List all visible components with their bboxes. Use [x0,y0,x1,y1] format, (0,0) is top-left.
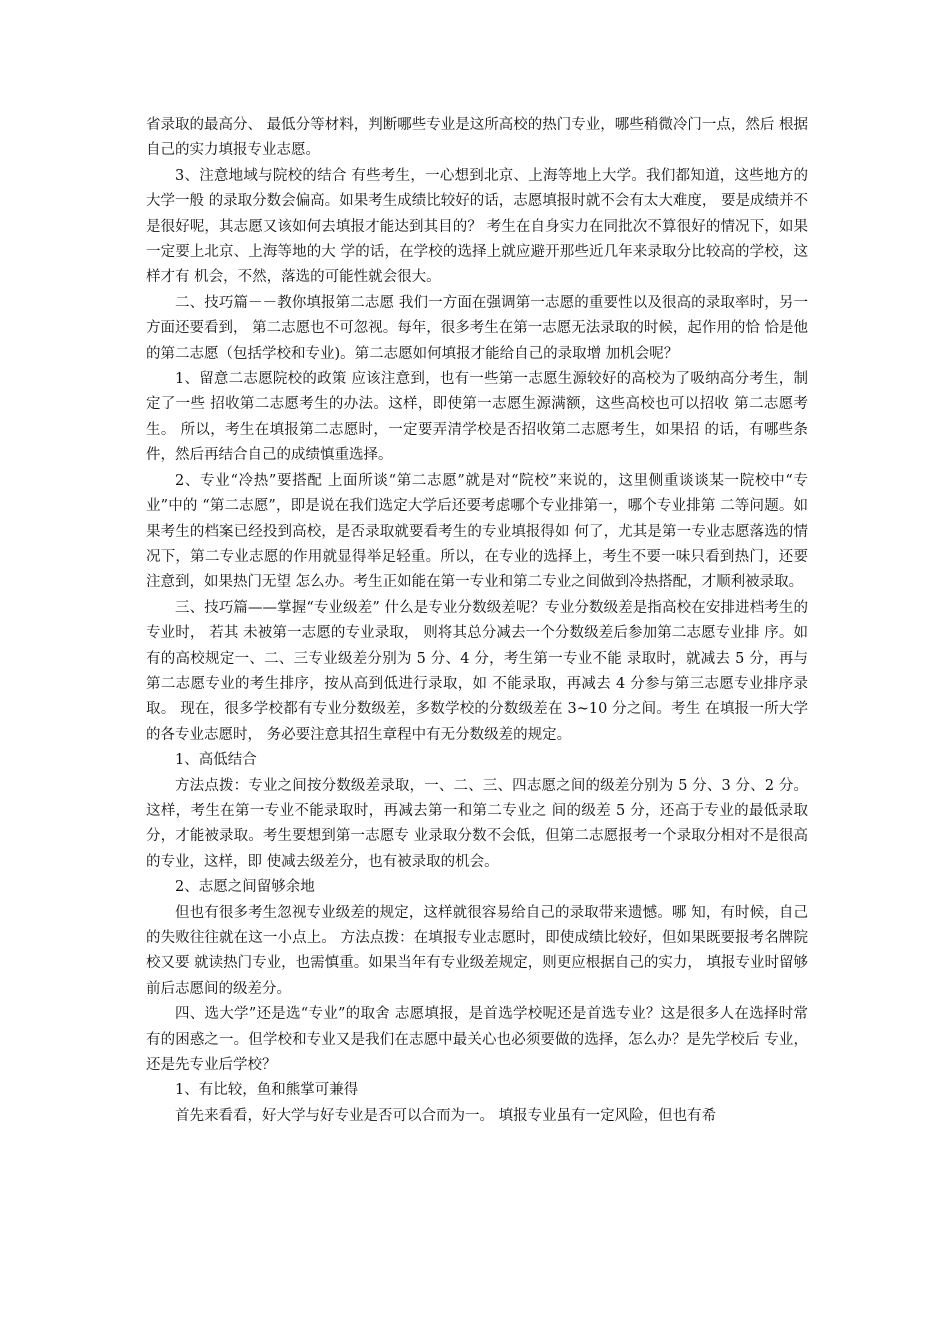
paragraph: 省录取的最高分、 最低分等材料，判断哪些专业是这所高校的热门专业，哪些稍微冷门一点，然后 根据自己的实力填报专业志愿。 [146,117,808,159]
subheading: 1、有比较，鱼和熊掌可兼得 [175,1082,359,1099]
subheading: 2、志愿之间留够余地 [175,879,315,896]
paragraph: 1、留意二志愿院校的政策 应该注意到，也有一些第一志愿生源较好的高校为了吸纳高分考生，制定了一些 招收第二志愿考生的办法。这样，即使第一志愿生源满额，这些高校也可以招收 第二志愿考生。 所以，考生在填报第二志愿时，一定要弄清学校是否招收第二志愿考生，如果招 的话，有哪些条件，然后再结合自己的成绩慎重选择。 [146,371,808,464]
paragraph: 但也有很多考生忽视专业级差的规定，这样就很容易给自己的录取带来遗憾。哪 知，有时候，自己的失败往往就在这一小点上。 方法点拨：在填报专业志愿时，即使成绩比较好，但如果既要报考名牌院校又要 就读热门专业，也需慎重。如果当年有专业级差规定，则更应根据自己的实力， 填报专业时留够前后志愿间的级差分。 [146,904,808,997]
section-paragraph: 二、技巧篇－－教你填报第二志愿 我们一方面在强调第一志愿的重要性以及很高的录取率时，另一方面还要看到， 第二志愿也不可忽视。每年，很多考生在第一志愿无法录取的时候，起作用的恰 恰是他的第二志愿（包括学校和专业)。第二志愿如何填报才能给自己的录取增 加机会呢？ [146,294,808,362]
paragraph: 首先来看看，好大学与好专业是否可以合而为一。 填报专业虽有一定风险，但也有希 [175,1107,717,1124]
section-paragraph: 三、技巧篇——掌握“专业级差” 什么是专业分数级差呢？专业分数级差是指高校在安排进档考生的专业时， 若其 未被第一志愿的专业录取， 则将其总分减去一个分数级差后参加第二志愿专业排 序。如有的高校规定一、二、三专业级差分别为 5 分、4 分，考生第一专业不能 录取时，就减去 5 分，再与第二志愿专业的考生排序，按从高到低进行录取，如 不能录取，再减去 4 分参与第三志愿专业排序录取。 现在，很多学校都有专业分数级差，多数学校的分数级差在 3~10 分之间。考生 在填报一所大学的各专业志愿时， 务必要注意其招生章程中有无分数级差的规定。 [146,599,808,743]
section-paragraph: 四、选大学”还是选“专业”的取舍 志愿填报，是首选学校呢还是首选专业？这是很多人在选择时常有的困惑之一。但学校和专业又是我们在志愿中最关心也必须要做的选择，怎么办？是先学校后 专业，还是先专业后学校？ [146,1006,808,1074]
paragraph: 3、注意地域与院校的结合 有些考生，一心想到北京、上海等地上大学。我们都知道，这些地方的大学一般 的录取分数会偏高。如果考生成绩比较好的话，志愿填报时就不会有太大难度， 要是成绩并不是很好呢，其志愿又该如何去填报才能达到其目的？ 考生在自身实力在同批次不算很好的情况下，如果一定要上北京、上海等地的大 学的话，在学校的选择上就应避开那些近几年来录取分比较高的学校，这样才有 机会，不然，落选的可能性就会很大。 [146,167,808,286]
subheading: 1、高低结合 [175,752,257,769]
paragraph: 2、专业“冷热”要搭配 上面所谈“第二志愿”就是对“院校”来说的，这里侧重谈谈某一院校中“专业”中的 “第二志愿”，即是说在我们选定大学后还要考虑哪个专业排第一，哪个专业排第 二等问题。如果考生的档案已经投到高校，是否录取就要看考生的专业填报得如 何了，尤其是第一专业志愿落选的情况下，第二专业志愿的作用就显得举足轻重。所以，在专业的选择上，考生不要一味只看到热门，还要注意到，如果热门无望 怎么办。考生正如能在第一专业和第二专业之间做到冷热搭配，才顺利被录取。 [146,472,808,591]
paragraph: 方法点拨：专业之间按分数级差录取，一、二、三、四志愿之间的级差分别为 5 分、3 分、2 分。这样，考生在第一专业不能录取时，再减去第一和第二专业之 间的级差 5 分，还高于专业的最低录取分，才能被录取。考生要想到第一志愿专 业录取分数不会低，但第二志愿报考一个录取分相对不是很高的专业，这样，即 使减去级差分，也有被录取的机会。 [146,777,808,870]
document-page [146,113,808,1129]
